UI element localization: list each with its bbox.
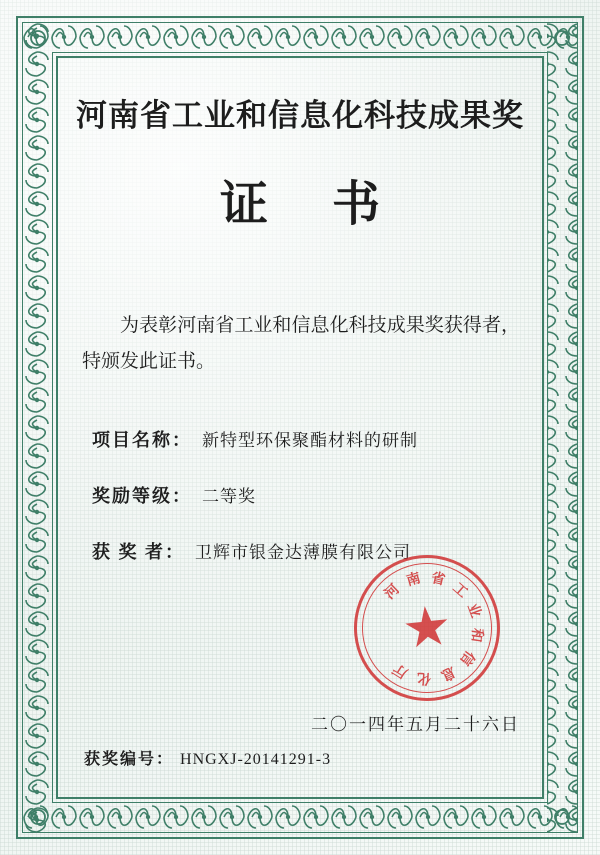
seal-char: 和 xyxy=(467,627,485,644)
serial-value: HNGXJ-20141291-3 xyxy=(180,751,332,768)
seal-char: 河 xyxy=(382,582,403,603)
certificate-content xyxy=(66,66,534,789)
seal-char: 厅 xyxy=(390,659,411,681)
seal-char: 化 xyxy=(416,669,432,686)
award-grade-label: 奖励等级： xyxy=(92,486,192,506)
award-grade-value: 二等奖 xyxy=(202,487,256,506)
issue-date: 二〇一四年五月二十六日 xyxy=(311,715,520,734)
seal-char: 省 xyxy=(429,570,447,589)
serial-number xyxy=(84,746,331,769)
official-seal xyxy=(347,548,507,708)
serial-label: 获奖编号： xyxy=(84,751,175,768)
award-fields xyxy=(66,426,534,564)
seal-char: 工 xyxy=(449,580,470,602)
page-title: 河南省工业和信息化科技成果奖 xyxy=(76,98,524,133)
seal-char: 业 xyxy=(463,601,483,621)
project-name-label: 项目名称： xyxy=(92,430,192,450)
project-name-value: 新特型环保聚酯材料的研制 xyxy=(202,431,418,450)
recipient-value: 卫辉市银金达薄膜有限公司 xyxy=(195,543,411,562)
statement-text: 为表彰河南省工业和信息化科技成果奖获得者，特颁发此证书。 xyxy=(82,315,520,372)
field-row-project xyxy=(92,426,520,452)
award-statement xyxy=(66,308,534,380)
seal-char: 南 xyxy=(404,571,423,590)
certificate-subtitle: 证 书 xyxy=(219,178,406,231)
seal-char: 息 xyxy=(438,663,458,683)
field-row-grade xyxy=(92,482,520,508)
recipient-label: 获 奖 者： xyxy=(92,542,185,562)
seal-char: 信 xyxy=(456,647,477,668)
